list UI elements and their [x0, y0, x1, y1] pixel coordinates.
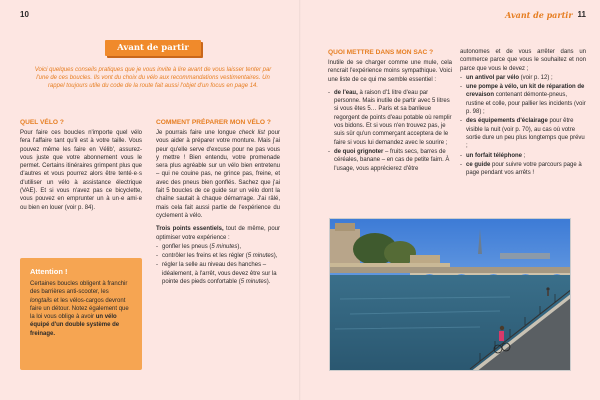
column-what-to-pack	[328, 48, 452, 174]
heading-which-bike: QUEL VÉLO ?	[20, 119, 64, 126]
heading-prepare-bike: COMMENT PRÉPARER MON VÉLO ?	[156, 119, 271, 126]
page-number-left: 10	[20, 10, 29, 19]
list-item: - des équipements d'éclairage pour être visible la nuit (voir p. 70), au cas où votre sortie dure un peu plus longtemps que prévu ;	[460, 117, 586, 150]
paragraph-three-points: Trois points essentiels, tout de même, pour optimiser votre expérience :	[156, 226, 280, 241]
heading-what-to-pack: QUOI METTRE DANS MON SAC ?	[328, 49, 434, 56]
attention-text: Certaines boucles obligent à franchir des barrières anti-scooter, les longtails et les vélos-cargos devront faire un détour. Notez également que la loi vous oblige à avoir un vélo équipé d'un double système de freinage.	[30, 281, 129, 337]
paragraph-which-bike: Pour faire ces boucles n'importe quel vélo fera l'affaire tant qu'il est à votre taille. Vous pouvez même les faire en Vélib', assurez-vous juste que votre abonnement vous le permet. Certains itinéraires grimpent plus que d'autres et vous pourrez alors être tenté·e·s d'utiliser un vélo à assistance électrique (VAE). Et si vous n'avez pas ce bicyclette, vous pouvez en emprunter un à un·e ami·e ou bien en louer (voir p. 84).	[20, 130, 142, 211]
list-item: - un forfait téléphone ;	[460, 152, 586, 160]
photo-illustration	[330, 219, 571, 371]
paragraph-pack-intro: Inutile de se charger comme une mule, cela rencrait l'expérience moins sympathique. Voici une liste de ce qui me semble essentiel :	[328, 60, 452, 83]
column-pack-continued	[460, 48, 586, 178]
page-number-right: 11	[577, 10, 586, 19]
section-banner: Avant de partir	[105, 40, 201, 56]
attention-box	[20, 258, 142, 370]
running-head	[505, 10, 586, 20]
seine-bridge-photo	[329, 218, 571, 371]
list-item: - gonfler les pneus (5 minutes),	[156, 243, 280, 251]
column-prepare-bike	[156, 118, 280, 287]
pack-list-a	[328, 89, 452, 173]
list-item: - régler la selle au niveau des hanches – idéalement, à l'arrêt, vous devez être sur la pointe des pieds confortable (5 minutes).	[156, 261, 280, 286]
list-item: - ce guide pour suivre votre parcours page à page pendant vos arrêts !	[460, 161, 586, 178]
intro-text: Voici quelques conseils pratiques que je vous invite à lire avant de vous laisser tenter par l'une de ces boucles. Ils vont du choix du vélo aux recommandations vestimentaires. Un rappel toujours utile du code de la route fait aussi l'objet d'un focus en page 14.	[34, 67, 272, 89]
checklist	[156, 243, 280, 286]
list-item: - contrôler les freins et les régler (5 minutes),	[156, 252, 280, 260]
pack-list-b	[460, 74, 586, 178]
list-item: - de l'eau, à raison d'1 litre d'eau par personne. Mais inutile de partir avec 5 litres si vous êtes 5… Paris et sa banlieue regorgent de points d'eau potable où remplir vos bidons. Et si vous n'en trouvez pas, je suis sûr qu'un commerçant acceptera de le faire si vous lui demandez avec le sourire ;	[328, 89, 452, 147]
paragraph-prepare-bike: Je pourrais faire une longue check list pour vous aider à préparer votre monture. Mais j'ai peur qu'elle serve d'excuse pour ne pas vous y mettre ! Bien entendu, votre promenade sera plus agréable sur un vélo bien entretenu – qui ne couine pas, ne grince pas, freine, et avec des pneus bien gonflés. Sachez que j'ai fait 5 boucles de ce guide sur un vélo dont la chaîne sautait à chaque démarrage. J'ai râlé, mais cela fait aussi partie de l'expérience du cyclement à vélo.	[156, 130, 280, 219]
paragraph-pack-lead: autonomes et de vous arrêter dans un commerce parce que vous le souhaitez et non parce que vous le devez ;	[460, 49, 586, 72]
running-head-title: Avant de partir	[505, 10, 573, 20]
list-item: - une pompe à vélo, un kit de réparation de crevaison contenant démonte-pneus, rustine et colle, pour pallier les incidents (voir p. 98) ;	[460, 83, 586, 116]
list-item: - de quoi grignoter – fruits secs, barres de céréales, banane – en cas de petite faim. À l'usage, vous apprécierez d'être	[328, 148, 452, 173]
attention-title: Attention !	[30, 267, 68, 276]
list-item: - un antivol par vélo (voir p. 12) ;	[460, 74, 586, 82]
column-bike-choice	[20, 118, 142, 217]
